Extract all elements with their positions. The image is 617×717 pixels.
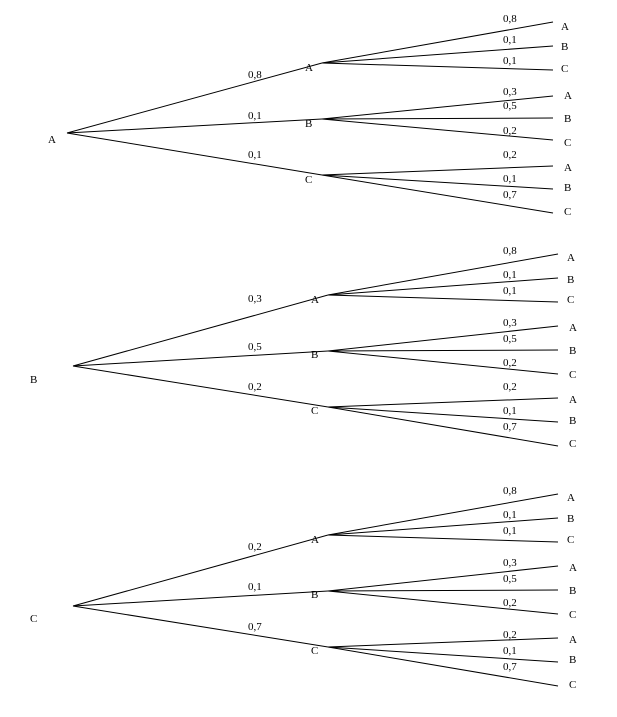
branch-probability-label: 0,2: [248, 381, 262, 393]
leaf-branch-line: [328, 278, 558, 295]
intermediate-node-label: A: [311, 534, 319, 546]
leaf-probability-label: 0,1: [503, 509, 517, 521]
leaf-branch-line: [328, 350, 558, 351]
leaf-probability-label: 0,1: [503, 645, 517, 657]
leaf-probability-label: 0,2: [503, 381, 517, 393]
leaf-outcome-label: B: [564, 113, 572, 125]
leaf-probability-label: 0,8: [503, 485, 517, 497]
leaf-branch-line: [328, 295, 558, 302]
leaf-outcome-label: A: [569, 322, 577, 334]
intermediate-node-label: A: [305, 62, 313, 74]
intermediate-node-label: C: [311, 645, 319, 657]
leaf-probability-label: 0,1: [503, 285, 517, 297]
intermediate-node-label: C: [305, 174, 313, 186]
leaf-outcome-label: C: [567, 534, 575, 546]
intermediate-node-label: B: [305, 118, 313, 130]
branch-probability-label: 0,7: [248, 621, 262, 633]
leaf-probability-label: 0,8: [503, 245, 517, 257]
leaf-outcome-label: C: [569, 438, 577, 450]
leaf-probability-label: 0,3: [503, 557, 517, 569]
leaf-outcome-label: B: [564, 182, 572, 194]
leaf-probability-label: 0,5: [503, 100, 517, 112]
branch-probability-label: 0,2: [248, 541, 262, 553]
leaf-probability-label: 0,8: [503, 13, 517, 25]
leaf-branch-line: [328, 326, 558, 351]
leaf-branch-line: [322, 175, 553, 213]
leaf-outcome-label: B: [569, 654, 577, 666]
leaf-outcome-label: A: [567, 492, 575, 504]
leaf-probability-label: 0,3: [503, 86, 517, 98]
leaf-branch-line: [322, 96, 553, 119]
branch-probability-label: 0,8: [248, 69, 262, 81]
tree-branch-line: [67, 133, 322, 175]
leaf-branch-line: [328, 398, 558, 407]
leaf-probability-label: 0,7: [503, 189, 517, 201]
leaf-branch-line: [328, 518, 558, 535]
leaf-outcome-label: A: [564, 162, 572, 174]
leaf-branch-line: [328, 647, 558, 686]
leaf-branch-line: [328, 351, 558, 374]
root-node-label: C: [30, 613, 38, 625]
intermediate-node-label: B: [311, 589, 319, 601]
leaf-branch-line: [328, 254, 558, 295]
leaf-probability-label: 0,5: [503, 333, 517, 345]
leaf-outcome-label: A: [569, 394, 577, 406]
branch-probability-label: 0,1: [248, 149, 262, 161]
leaf-branch-line: [328, 407, 558, 422]
leaf-branch-line: [328, 407, 558, 446]
leaf-branch-line: [328, 566, 558, 591]
intermediate-node-label: A: [311, 294, 319, 306]
leaf-probability-label: 0,2: [503, 149, 517, 161]
tree-branch-line: [73, 366, 328, 407]
leaf-branch-line: [322, 63, 553, 70]
tree-branch-line: [73, 295, 328, 366]
leaf-probability-label: 0,2: [503, 629, 517, 641]
leaf-outcome-label: C: [564, 137, 572, 149]
root-node-label: B: [30, 374, 38, 386]
leaf-branch-line: [328, 535, 558, 542]
leaf-outcome-label: C: [569, 609, 577, 621]
leaf-probability-label: 0,5: [503, 573, 517, 585]
tree-branch-line: [73, 606, 328, 647]
leaf-probability-label: 0,1: [503, 269, 517, 281]
leaf-outcome-label: B: [567, 513, 575, 525]
branch-probability-label: 0,1: [248, 581, 262, 593]
leaf-branch-line: [328, 591, 558, 614]
leaf-outcome-label: A: [569, 562, 577, 574]
leaf-probability-label: 0,2: [503, 357, 517, 369]
leaf-outcome-label: B: [567, 274, 575, 286]
leaf-branch-line: [328, 590, 558, 591]
branch-probability-label: 0,3: [248, 293, 262, 305]
leaf-outcome-label: A: [564, 90, 572, 102]
leaf-outcome-label: C: [569, 679, 577, 691]
leaf-probability-label: 0,1: [503, 405, 517, 417]
leaf-branch-line: [328, 638, 558, 647]
leaf-probability-label: 0,1: [503, 55, 517, 67]
leaf-branch-line: [322, 175, 553, 189]
leaf-branch-line: [328, 647, 558, 662]
leaf-outcome-label: A: [569, 634, 577, 646]
leaf-outcome-label: A: [561, 21, 569, 33]
intermediate-node-label: B: [311, 349, 319, 361]
leaf-probability-label: 0,7: [503, 661, 517, 673]
leaf-branch-line: [322, 22, 553, 63]
tree-branch-line: [73, 351, 328, 366]
leaf-outcome-label: C: [567, 294, 575, 306]
leaf-outcome-label: C: [561, 63, 569, 75]
leaf-probability-label: 0,7: [503, 421, 517, 433]
leaf-outcome-label: B: [561, 41, 569, 53]
tree-branch-line: [67, 119, 322, 133]
root-node-label: A: [48, 134, 56, 146]
leaf-outcome-label: A: [567, 252, 575, 264]
branch-probability-label: 0,1: [248, 110, 262, 122]
leaf-outcome-label: C: [564, 206, 572, 218]
leaf-branch-line: [322, 166, 553, 175]
leaf-probability-label: 0,2: [503, 125, 517, 137]
leaf-branch-line: [328, 494, 558, 535]
tree-branch-line: [73, 535, 328, 606]
leaf-probability-label: 0,1: [503, 525, 517, 537]
leaf-outcome-label: B: [569, 585, 577, 597]
leaf-outcome-label: B: [569, 345, 577, 357]
leaf-probability-label: 0,3: [503, 317, 517, 329]
leaf-probability-label: 0,1: [503, 34, 517, 46]
leaf-outcome-label: B: [569, 415, 577, 427]
leaf-branch-line: [322, 118, 553, 119]
leaf-probability-label: 0,2: [503, 597, 517, 609]
leaf-branch-line: [322, 119, 553, 140]
leaf-probability-label: 0,1: [503, 173, 517, 185]
leaf-branch-line: [322, 46, 553, 63]
intermediate-node-label: C: [311, 405, 319, 417]
tree-branch-line: [73, 591, 328, 606]
leaf-outcome-label: C: [569, 369, 577, 381]
tree-branch-line: [67, 63, 322, 133]
branch-probability-label: 0,5: [248, 341, 262, 353]
